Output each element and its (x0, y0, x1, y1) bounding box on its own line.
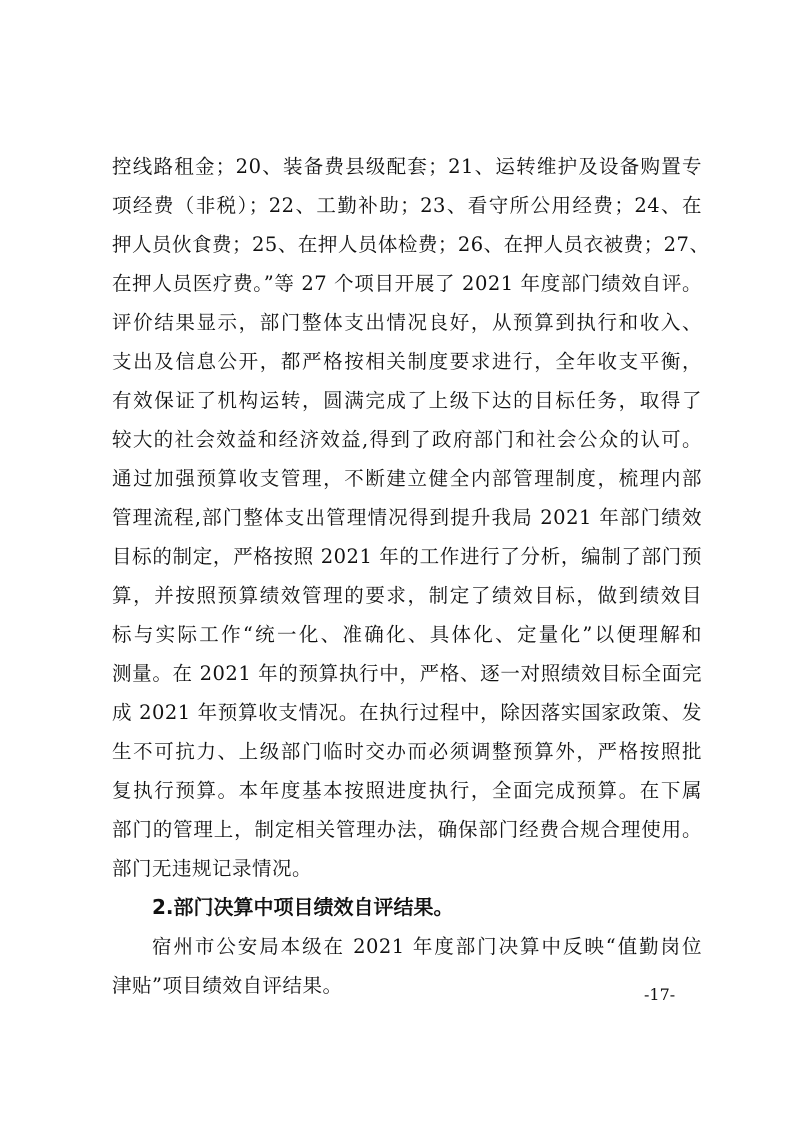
page-number: -17- (644, 985, 676, 1004)
paragraph-line: 较大的社会效益和经济效益,得到了政府部门和社会公众的认可。 (112, 428, 702, 451)
paragraph-line: 复执行预算。本年度基本按照进度执行，全面完成预算。在下属 (112, 779, 702, 802)
paragraph-line: 在押人员医疗费。”等 27 个项目开展了 2021 年度部门绩效自评。 (112, 272, 702, 295)
paragraph-line: 控线路租金；20、装备费县级配套；21、运转维护及设备购置专 (112, 155, 702, 178)
paragraph-line: 目标的制定，严格按照 2021 年的工作进行了分析，编制了部门预 (112, 545, 702, 568)
paragraph-2 (112, 927, 702, 1005)
section-heading: 2.部门决算中项目绩效自评结果。 (152, 895, 454, 919)
document-body (112, 147, 710, 1005)
paragraph-line: 生不可抗力、上级部门临时交办而必须调整预算外，严格按照批 (112, 740, 702, 763)
paragraph-line: 成 2021 年预算收支情况。在执行过程中，除因落实国家政策、发 (112, 701, 702, 724)
paragraph-line: 管理流程,部门整体支出管理情况得到提升我局 2021 年部门绩效 (112, 506, 702, 529)
paragraph-line: 津贴”项目绩效自评结果。 (112, 974, 343, 997)
paragraph-1 (112, 147, 710, 888)
paragraph-line: 标与实际工作“统一化、准确化、具体化、定量化”以便理解和 (112, 623, 702, 646)
paragraph-line: 押人员伙食费；25、在押人员体检费；26、在押人员衣被费；27、 (112, 233, 710, 256)
paragraph-line: 部门的管理上，制定相关管理办法，确保部门经费合规合理使用。 (112, 818, 702, 841)
paragraph-line: 测量。在 2021 年的预算执行中，严格、逐一对照绩效目标全面完 (112, 662, 702, 685)
paragraph-line: 支出及信息公开，都严格按相关制度要求进行，全年收支平衡， (112, 350, 702, 373)
paragraph-line: 项经费（非税）；22、工勤补助；23、看守所公用经费；24、在 (112, 194, 702, 217)
paragraph-line: 宿州市公安局本级在 2021 年度部门决算中反映“值勤岗位 (152, 935, 702, 958)
paragraph-line: 评价结果显示，部门整体支出情况良好，从预算到执行和收入、 (112, 311, 702, 334)
paragraph-line: 部门无违规记录情况。 (112, 857, 313, 880)
paragraph-line: 算，并按照预算绩效管理的要求，制定了绩效目标，做到绩效目 (112, 584, 702, 607)
paragraph-line: 有效保证了机构运转，圆满完成了上级下达的目标任务，取得了 (112, 389, 702, 412)
paragraph-line: 通过加强预算收支管理，不断建立健全内部管理制度，梳理内部 (112, 467, 702, 490)
